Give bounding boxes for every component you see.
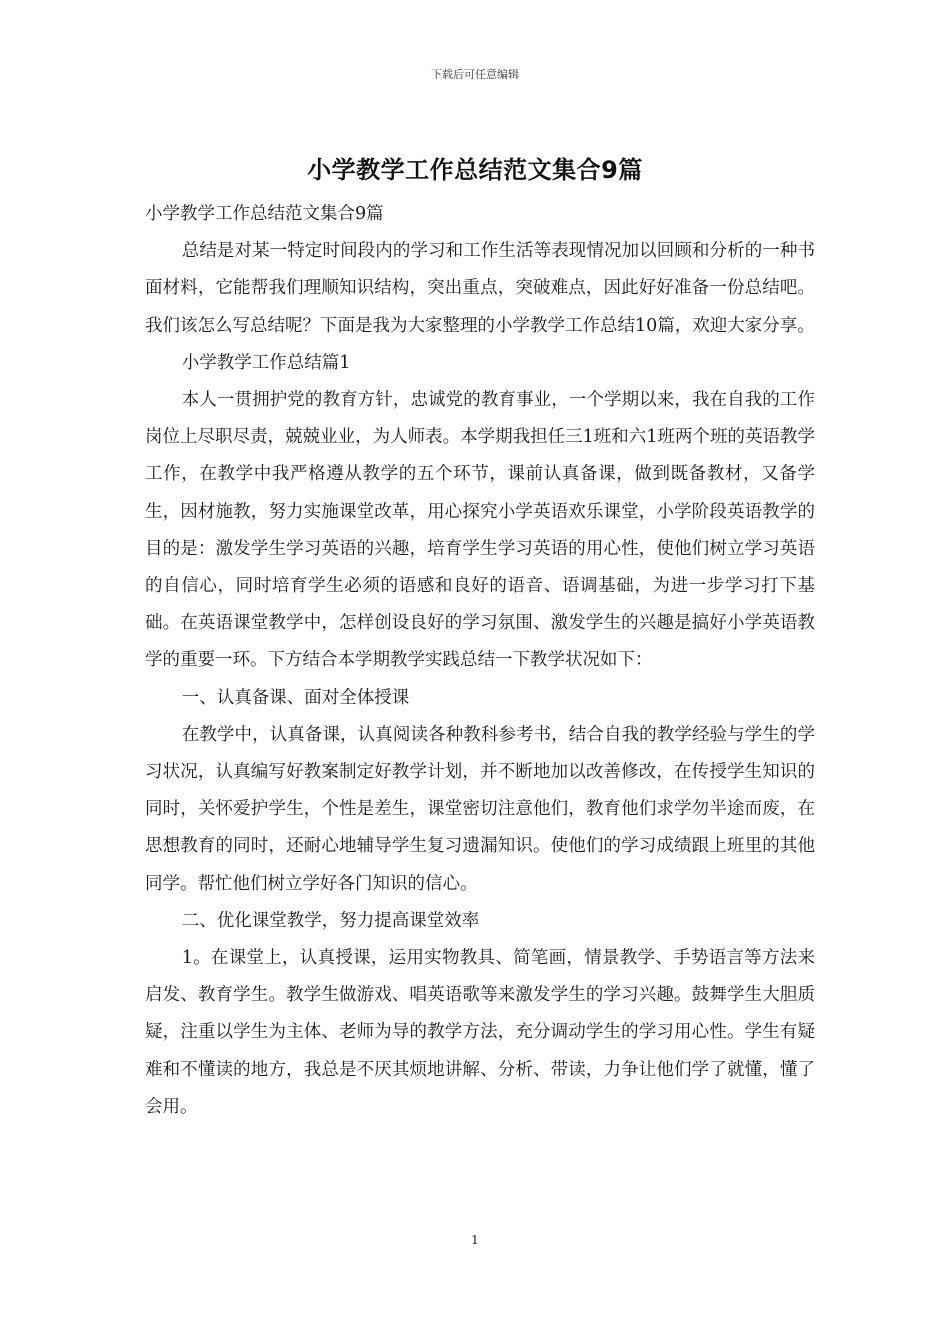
intro-paragraph: 总结是对某一特定时间段内的学习和工作生活等表现情况加以回顾和分析的一种书面材料，它能帮我们理顺知识结构，突出重点，突破难点，因此好好准备一份总结吧。我们该怎么写总结呢？下面是我为大家整理的小学教学工作总结10篇，欢迎大家分享。	[145, 241, 815, 336]
section-heading: 一、认真备课、面对全体授课	[181, 687, 410, 708]
document-body	[145, 196, 815, 1126]
body-paragraph: 1。在课堂上，认真授课，运用实物教具、简笔画，情景教学、手势语言等方法来启发、教育学生。教学生做游戏、唱英语歌等来激发学生的学习兴趣。鼓舞学生大胆质疑，注重以学生为主体、老师为导的教学方法，充分调动学生的学习用心性。学生有疑难和不懂读的地方，我总是不厌其烦地讲解、分析、带读，力争让他们学了就懂，懂了会用。	[145, 948, 815, 1117]
body-paragraph: 在教学中，认真备课，认真阅读各种教科参考书，结合自我的教学经验与学生的学习状况，认真编写好教案制定好教学计划，并不断地加以改善修改，在传授学生知识的同时，关怀爱护学生，个性是差生，课堂密切注意他们，教育他们求学勿半途而废，在思想教育的同时，还耐心地辅导学生复习遗漏知识。使他们的学习成绩跟上班里的其他同学。帮忙他们树立学好各门知识的信心。	[145, 724, 815, 894]
document-title: 小学教学工作总结范文集合9篇	[307, 156, 643, 184]
section-heading: 小学教学工作总结篇1	[181, 352, 351, 373]
body-paragraph: 本人一贯拥护党的教育方针，忠诚党的教育事业，一个学期以来，我在自我的工作岗位上尽职尽责，兢兢业业，为人师表。本学期我担任三1班和六1班两个班的英语教学工作，在教学中我严格遵从教学的五个环节，课前认真备课，做到既备教材，又备学生，因材施教，努力实施课堂改革，用心探究小学英语欢乐课堂，小学阶段英语教学的目的是：激发学生学习英语的兴趣，培育学生学习英语的用心性，使他们树立学习英语的自信心，同时培育学生必须的语感和良好的语音、语调基础，为进一步学习打下基础。在英语课堂教学中，怎样创设良好的学习氛围、激发学生的兴趣是搞好小学英语教学的重要一环。下方结合本学期教学实践总结一下教学状况如下：	[145, 390, 815, 671]
page-number: 1	[471, 1233, 479, 1247]
header-note: 下载后可任意编辑	[431, 68, 519, 81]
subtitle-line: 小学教学工作总结范文集合9篇	[145, 204, 384, 224]
section-heading: 二、优化课堂教学，努力提高课堂效率	[181, 910, 480, 931]
